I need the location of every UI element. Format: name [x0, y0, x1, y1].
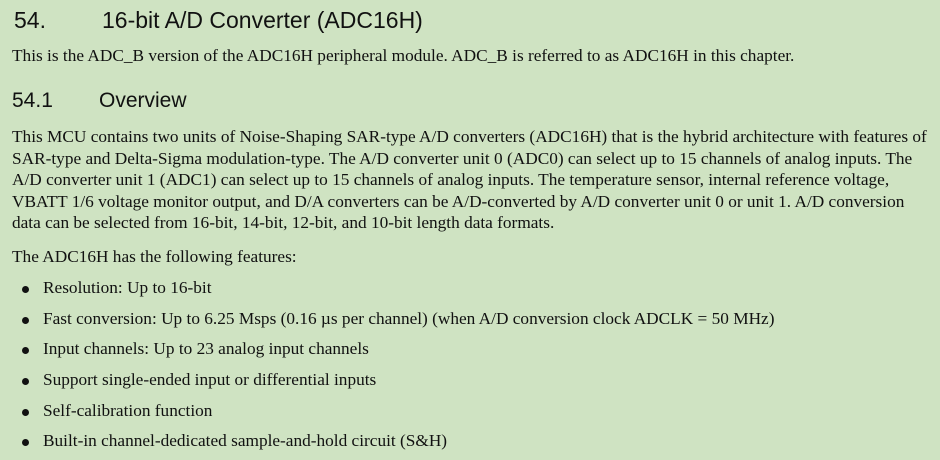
section-title: 16-bit A/D Converter (ADC16H): [102, 7, 423, 33]
section-number: 54.: [14, 7, 46, 33]
bullet-icon: [22, 409, 29, 416]
subsection-title: Overview: [99, 89, 187, 112]
list-item-text: Input channels: Up to 23 analog input channels: [43, 339, 369, 359]
bullet-icon: [22, 347, 29, 354]
bullet-icon: [22, 378, 29, 385]
subsection-number: 54.1: [12, 89, 53, 112]
section-heading: [14, 6, 423, 34]
list-item-text: Support single-ended input or differential inputs: [43, 370, 377, 390]
overview-paragraph: This MCU contains two units of Noise-Shaping SAR-type A/D converters (ADC16H) that is the hybrid architecture with features of SAR-type and Delta-Sigma modulation-type. The A/D converter unit 0 (ADC0) can select up to 15 channels of analog inputs. The A/D converter unit 1 (ADC1) can select up to 15 channels of analog inputs. The temperature sensor, internal reference voltage, VBATT 1/6 voltage monitor output, and D/A converters can be A/D-converted by A/D converter unit 0 or unit 1. A/D conversion data can be selected from 16-bit, 14-bit, 12-bit, and 10-bit length data formats.: [12, 127, 927, 232]
bullet-icon: [22, 317, 29, 324]
list-item-text: Fast conversion: Up to 6.25 Msps (0.16 µs per channel) (when A/D conversion clock ADCLK = 50 MHz): [43, 308, 775, 328]
section-intro: This is the ADC_B version of the ADC16H peripheral module. ADC_B is referred to as ADC16H in this chapter.: [12, 46, 795, 65]
bullet-icon: [22, 286, 29, 293]
list-item-text: Self-calibration function: [43, 400, 213, 420]
list-item-text: Resolution: Up to 16-bit: [43, 278, 212, 297]
bullet-icon: [22, 439, 29, 446]
subsection-heading: [12, 88, 187, 114]
features-intro: The ADC16H has the following features:: [12, 247, 297, 266]
list-item-text: Built-in channel-dedicated sample-and-hold circuit (S&H): [43, 431, 448, 451]
